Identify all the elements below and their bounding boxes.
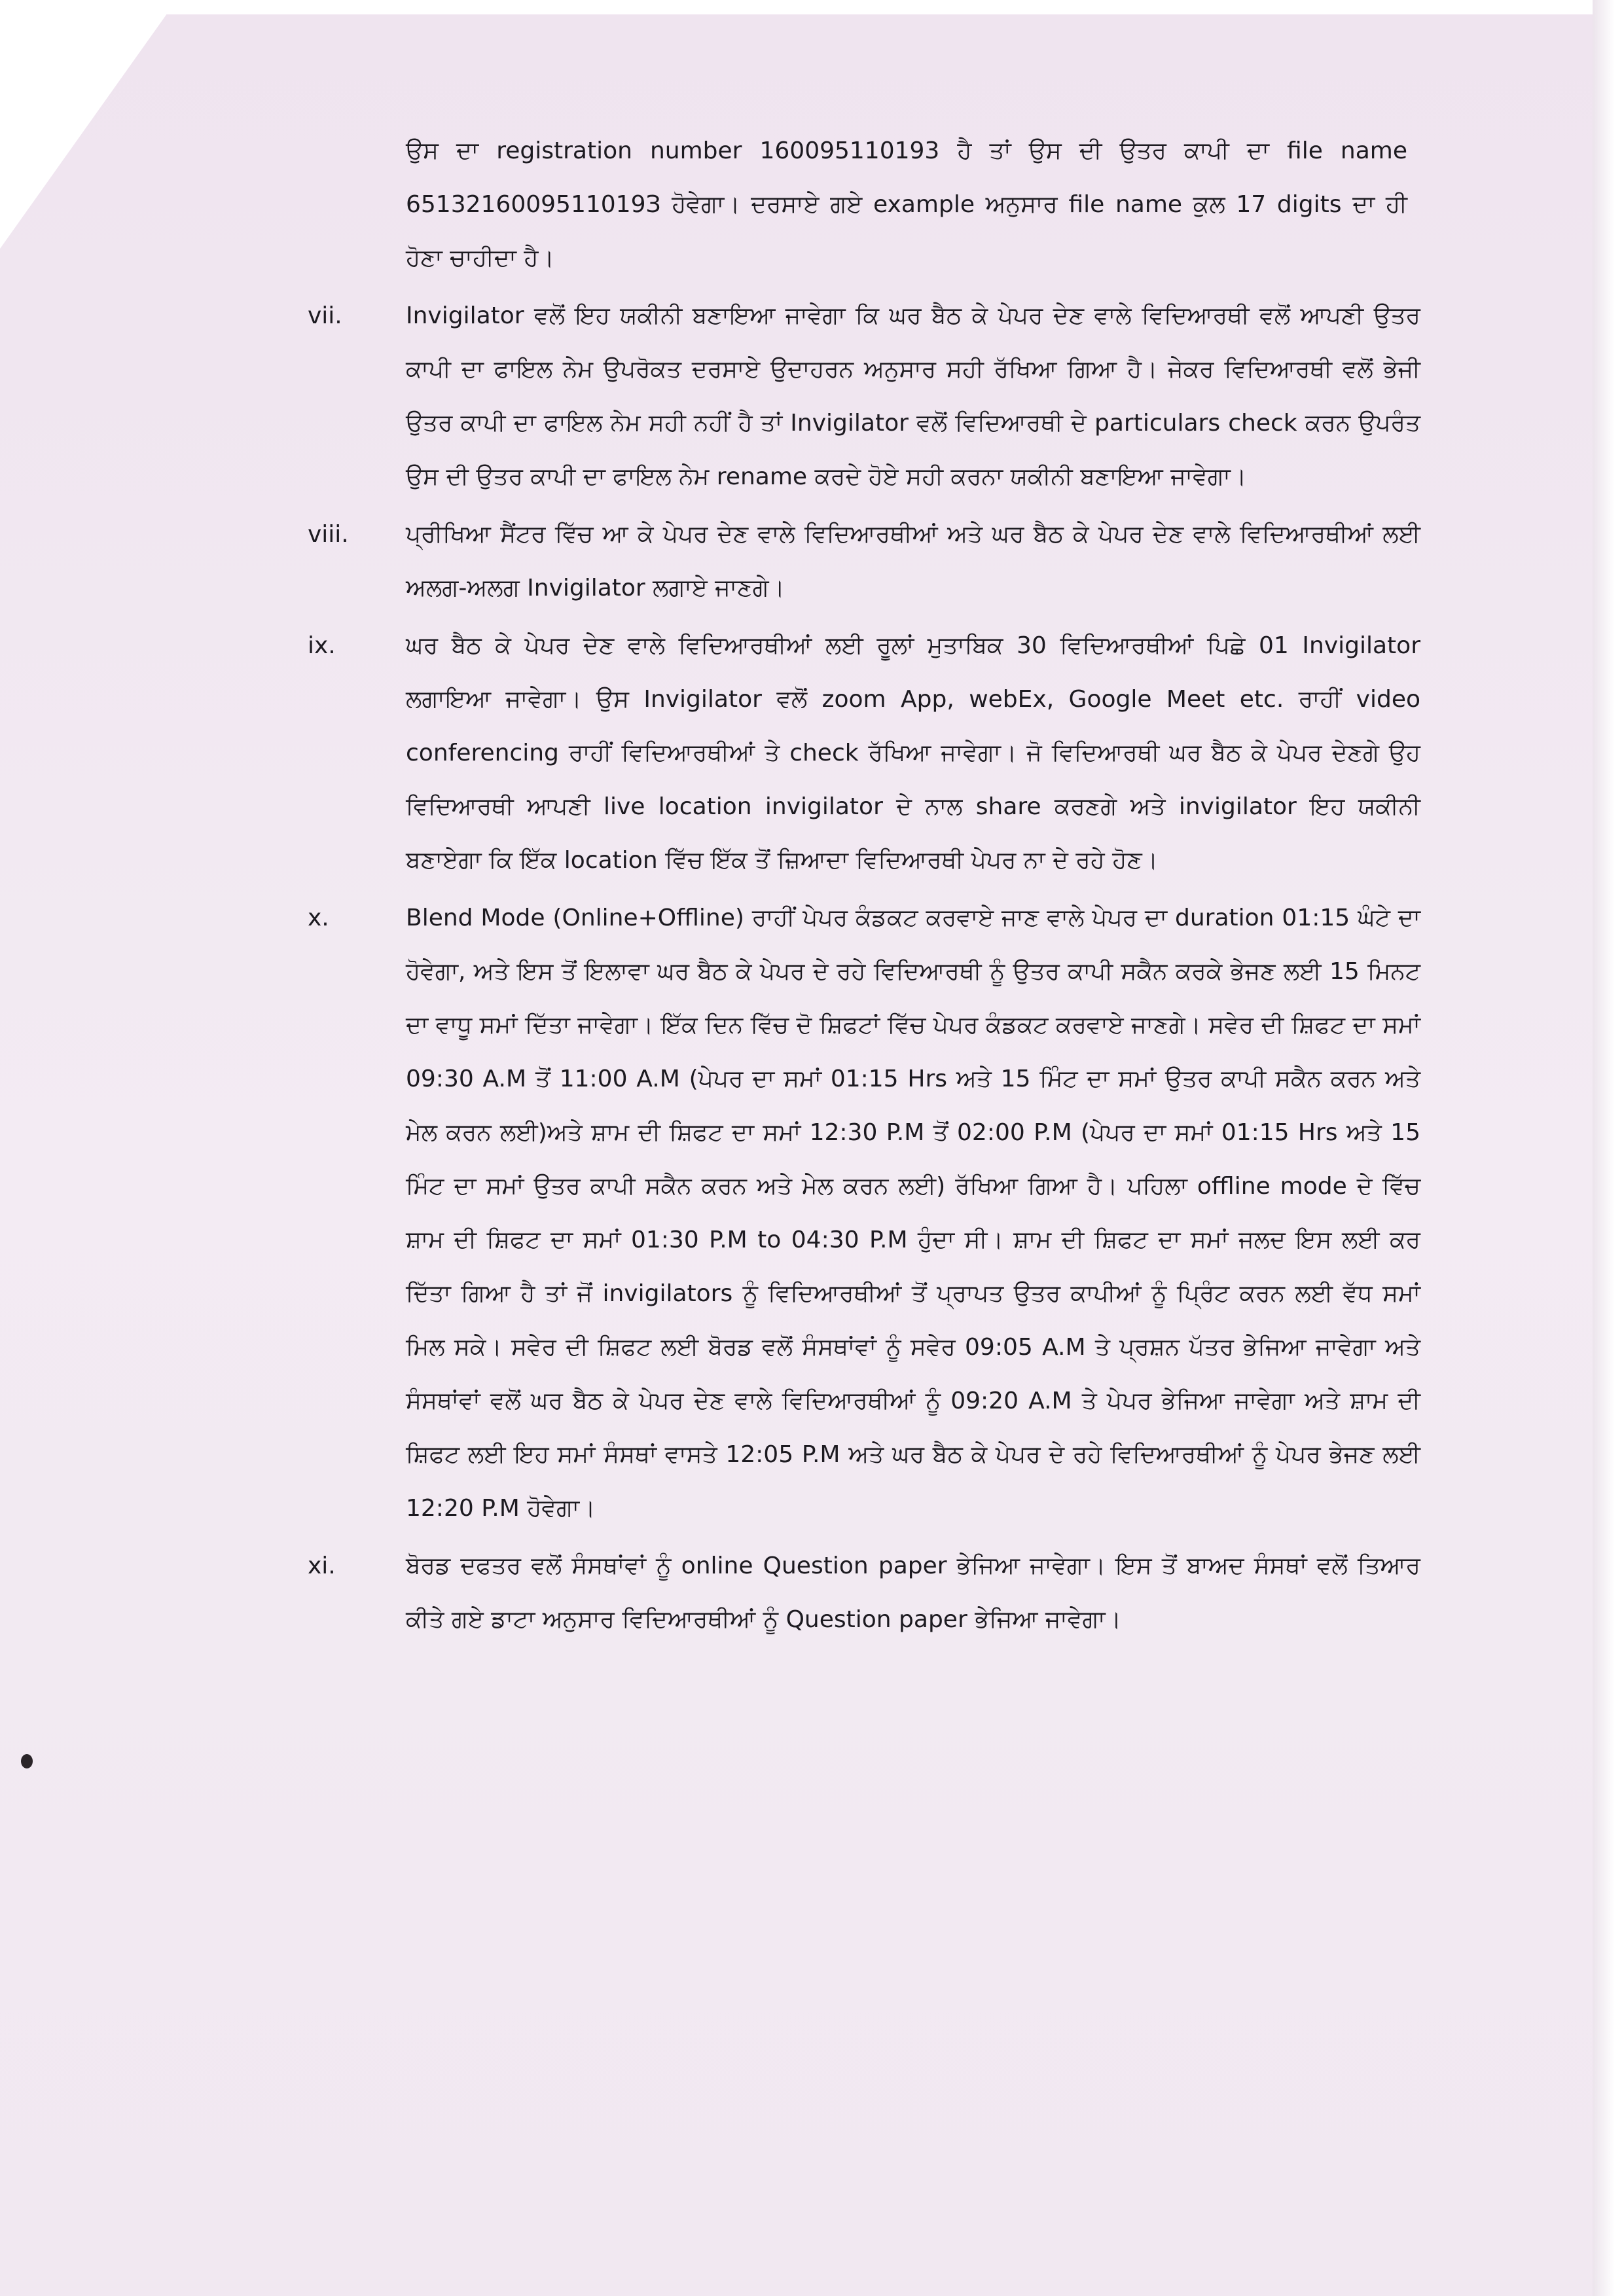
item-text: Blend Mode (Online+Offline) ਰਾਹੀਂ ਪੇਪਰ ਕੰਡਕਟ ਕਰਵਾਏ ਜਾਣ ਵਾਲੇ ਪੇਪਰ ਦਾ duration 01:15 ਘੰਟੇ ਦਾ ਹੋਵੇਗਾ, ਅਤੇ ਇਸ ਤੋਂ ਇਲਾਵਾ ਘਰ ਬੈਠ ਕੇ ਪੇਪਰ ਦੇ ਰਹੇ ਵਿਦਿਆਰਥੀ ਨੂੰ ਉਤਰ ਕਾਪੀ ਸਕੈਨ ਕਰਕੇ ਭੇਜਣ ਲਈ 15 ਮਿਨਟ ਦਾ ਵਾਧੂ ਸਮਾਂ ਦਿੱਤਾ ਜਾਵੇਗਾ। ਇੱਕ ਦਿਨ ਵਿੱਚ ਦੋ ਸ਼ਿਫਟਾਂ ਵਿੱਚ ਪੇਪਰ ਕੰਡਕਟ ਕਰਵਾਏ ਜਾਣਗੇ। ਸਵੇਰ ਦੀ ਸ਼ਿਫਟ ਦਾ ਸਮਾਂ 09:30 A.M ਤੋਂ 11:00 A.M (ਪੇਪਰ ਦਾ ਸਮਾਂ 01:15 Hrs ਅਤੇ 15 ਮਿੰਟ ਦਾ ਸਮਾਂ ਉਤਰ ਕਾਪੀ ਸਕੈਨ ਕਰਨ ਅਤੇ ਮੇਲ ਕਰਨ ਲਈ)ਅਤੇ ਸ਼ਾਮ ਦੀ ਸ਼ਿਫਟ ਦਾ ਸਮਾਂ 12:30 P.M ਤੋਂ 02:00 P.M (ਪੇਪਰ ਦਾ ਸਮਾਂ 01:15 Hrs ਅਤੇ 15 ਮਿੰਟ ਦਾ ਸਮਾਂ ਉਤਰ ਕਾਪੀ ਸਕੈਨ ਕਰਨ ਅਤੇ ਮੇਲ ਕਰਨ ਲਈ) ਰੱਖਿਆ ਗਿਆ ਹੈ। ਪਹਿਲਾ offline mode ਦੇ ਵਿੱਚ ਸ਼ਾਮ ਦੀ ਸ਼ਿਫਟ ਦਾ ਸਮਾਂ 01:30 P.M to 04:30 P.M ਹੁੰਦਾ ਸੀ। ਸ਼ਾਮ ਦੀ ਸ਼ਿਫਟ ਦਾ ਸਮਾਂ ਜਲਦ ਇਸ ਲਈ ਕਰ ਦਿੱਤਾ ਗਿਆ ਹੈ ਤਾਂ ਜੋਂ invigilators ਨੂੰ ਵਿਦਿਆਰਥੀਆਂ ਤੋਂ ਪ੍ਰਾਪਤ ਉਤਰ ਕਾਪੀਆਂ ਨੂੰ ਪ੍ਰਿੰਟ ਕਰਨ ਲਈ ਵੱਧ ਸਮਾਂ ਮਿਲ ਸਕੇ। ਸਵੇਰ ਦੀ ਸ਼ਿਫਟ ਲਈ ਬੋਰਡ ਵਲੋਂ ਸੰਸਥਾਂਵਾਂ ਨੂੰ ਸਵੇਰ 09:05 A.M ਤੇ ਪ੍ਰਸ਼ਨ ਪੱਤਰ ਭੇਜਿਆ ਜਾਵੇਗਾ ਅਤੇ ਸੰਸਥਾਂਵਾਂ ਵਲੋਂ ਘਰ ਬੈਠ ਕੇ ਪੇਪਰ ਦੇਣ ਵਾਲੇ ਵਿਦਿਆਰਥੀਆਂ ਨੂੰ 09:20 A.M ਤੇ ਪੇਪਰ ਭੇਜਿਆ ਜਾਵੇਗਾ ਅਤੇ ਸ਼ਾਮ ਦੀ ਸ਼ਿਫਟ ਲਈ ਇਹ ਸਮਾਂ ਸੰਸਥਾਂ ਵਾਸਤੇ 12:05 P.M ਅਤੇ ਘਰ ਬੈਠ ਕੇ ਪੇਪਰ ਦੇ ਰਹੇ ਵਿਦਿਆਰਥੀਆਂ ਨੂੰ ਪੇਪਰ ਭੇਜਣ ਲਈ 12:20 P.M ਹੋਵੇਗਾ। [406,905,1420,1522]
item-number: x. [308,905,329,931]
item-text: ਪ੍ਰੀਖਿਆ ਸੈਂਟਰ ਵਿੱਚ ਆ ਕੇ ਪੇਪਰ ਦੇਣ ਵਾਲੇ ਵਿਦਿਆਰਥੀਆਂ ਅਤੇ ਘਰ ਬੈਠ ਕੇ ਪੇਪਰ ਦੇਣ ਵਾਲੇ ਵਿਦਿਆਰਥੀਆਂ ਲਈ ਅਲਗ-ਅਲਗ Invigilator ਲਗਾਏ ਜਾਣਗੇ। [406,521,1420,601]
item-text: ਘਰ ਬੈਠ ਕੇ ਪੇਪਰ ਦੇਣ ਵਾਲੇ ਵਿਦਿਆਰਥੀਆਂ ਲਈ ਰੂਲਾਂ ਮੁਤਾਬਿਕ 30 ਵਿਦਿਆਰਥੀਆਂ ਪਿਛੇ 01 Invigilator ਲਗਾਇਆ ਜਾਵੇਗਾ। ਉਸ Invigilator ਵਲੋਂ zoom App, webEx, Google Meet etc. ਰਾਹੀਂ video conferencing ਰਾਹੀਂ ਵਿਦਿਆਰਥੀਆਂ ਤੇ check ਰੱਖਿਆ ਜਾਵੇਗਾ। ਜੋ ਵਿਦਿਆਰਥੀ ਘਰ ਬੈਠ ਕੇ ਪੇਪਰ ਦੇਣਗੇ ਉਹ ਵਿਦਿਆਰਥੀ ਆਪਣੀ live location invigilator ਦੇ ਨਾਲ share ਕਰਣਗੇ ਅਤੇ invigilator ਇਹ ਯਕੀਨੀ ਬਣਾਏਗਾ ਕਿ ਇੱਕ location ਵਿੱਚ ਇੱਕ ਤੋਂ ਜ਼ਿਆਦਾ ਵਿਦਿਆਰਥੀ ਪੇਪਰ ਨਾ ਦੇ ਰਹੇ ਹੋਣ। [406,632,1420,874]
list-item-x [308,891,1420,1535]
item-number: vii. [308,302,342,329]
page-right-edge [1593,0,1624,2296]
list-item-vii [308,289,1420,504]
item-text: Invigilator ਵਲੋਂ ਇਹ ਯਕੀਨੀ ਬਣਾਇਆ ਜਾਵੇਗਾ ਕਿ ਘਰ ਬੈਠ ਕੇ ਪੇਪਰ ਦੇਣ ਵਾਲੇ ਵਿਦਿਆਰਥੀ ਵਲੋਂ ਆਪਣੀ ਉਤਰ ਕਾਪੀ ਦਾ ਫਾਇਲ ਨੇਮ ਉਪਰੋਕਤ ਦਰਸਾਏ ਉਦਾਹਰਨ ਅਨੁਸਾਰ ਸਹੀ ਰੱਖਿਆ ਗਿਆ ਹੈ। ਜੇਕਰ ਵਿਦਿਆਰਥੀ ਵਲੋਂ ਭੇਜੀ ਉਤਰ ਕਾਪੀ ਦਾ ਫਾਇਲ ਨੇਮ ਸਹੀ ਨਹੀਂ ਹੈ ਤਾਂ Invigilator ਵਲੋਂ ਵਿਦਿਆਰਥੀ ਦੇ particulars check ਕਰਨ ਉਪਰੰਤ ਉਸ ਦੀ ਉਤਰ ਕਾਪੀ ਦਾ ਫਾਇਲ ਨੇਮ rename ਕਰਦੇ ਹੋਏ ਸਹੀ ਕਰਨਾ ਯਕੀਨੀ ਬਣਾਇਆ ਜਾਵੇਗਾ। [406,302,1420,490]
document-body [308,124,1420,1647]
page-top-edge [164,0,1624,14]
intro-paragraph: ਉਸ ਦਾ registration number 160095110193 ਹੈ ਤਾਂ ਉਸ ਦੀ ਉਤਰ ਕਾਪੀ ਦਾ file name 6513216009511019З ਹੋਵੇਗਾ। ਦਰਸਾਏ ਗਏ example ਅਨੁਸਾਰ file name ਕੁਲ 17 digits ਦਾ ਹੀ ਹੋਣਾ ਚਾਹੀਦਾ ਹੈ। [406,137,1407,272]
list-item-xi [308,1539,1420,1647]
list-item-viii [308,508,1420,615]
item-number: xi. [308,1552,336,1579]
folded-corner [0,0,177,249]
item-text: ਬੋਰਡ ਦਫਤਰ ਵਲੋਂ ਸੰਸਥਾਂਵਾਂ ਨੂੰ online Question paper ਭੇਜਿਆ ਜਾਵੇਗਾ। ਇਸ ਤੋਂ ਬਾਅਦ ਸੰਸਥਾਂ ਵਲੋਂ ਤਿਆਰ ਕੀਤੇ ਗਏ ਡਾਟਾ ਅਨੁਸਾਰ ਵਿਦਿਆਰਥੀਆਂ ਨੂੰ Question paper ਭੇਜਿਆ ਜਾਵੇਗਾ। [406,1552,1420,1633]
item-number: ix. [308,632,336,659]
ink-speck [21,1754,33,1768]
list-item-ix [308,619,1420,888]
item-number: viii. [308,521,349,548]
